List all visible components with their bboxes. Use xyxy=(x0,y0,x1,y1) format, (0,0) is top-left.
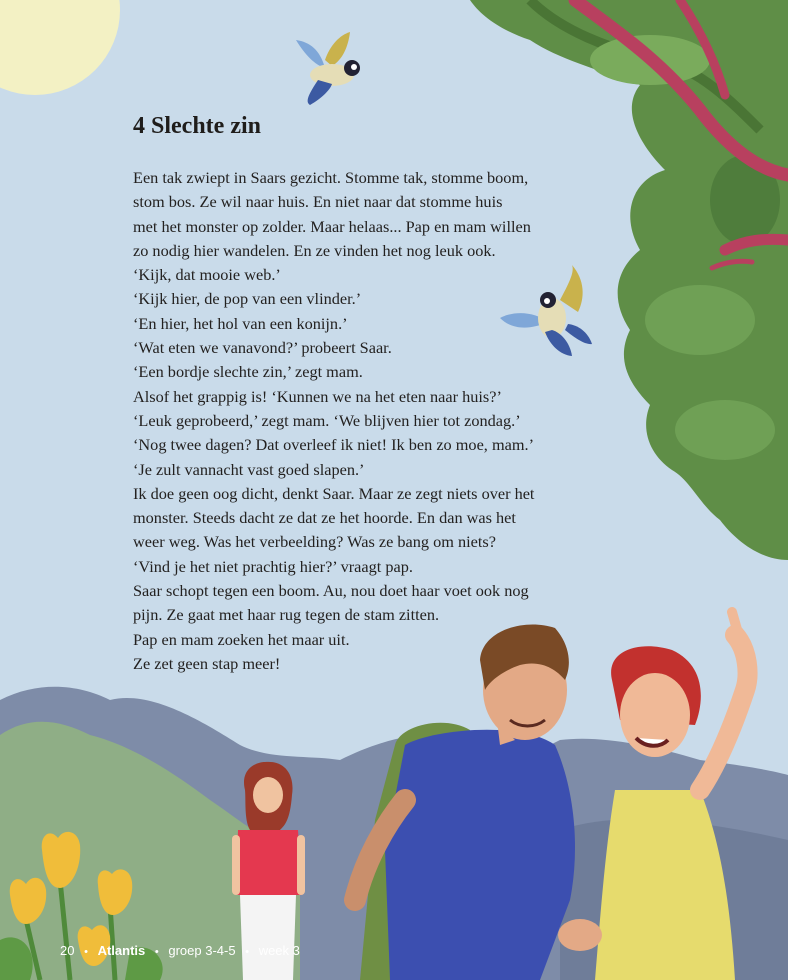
story-line: ‘Je zult vannacht vast goed slapen.’ xyxy=(133,459,365,479)
chapter-title: 4 Slechte zin xyxy=(133,113,261,139)
bird-icon xyxy=(296,32,360,105)
story-line: monster. Steeds dacht ze dat ze het hoorde. En dan was het xyxy=(133,508,516,528)
publication-name: Atlantis xyxy=(97,943,146,958)
footer-separator: • xyxy=(154,946,159,958)
footer-separator: • xyxy=(84,946,88,958)
story-line: stom bos. Ze wil naar huis. En niet naar dat stomme huis xyxy=(133,192,503,212)
story-line: weer weg. Was het verbeelding? Was ze bang om niets? xyxy=(133,532,496,552)
page-number: 20 xyxy=(60,943,75,958)
story-line: pijn. Ze gaat met haar rug tegen de stam zitten. xyxy=(133,605,440,625)
story-line: Een tak zwiept in Saars gezicht. Stomme tak, stomme boom, xyxy=(133,168,529,187)
week-label: week 3 xyxy=(258,943,300,958)
footer-separator: • xyxy=(245,946,250,958)
page-footer xyxy=(60,943,300,958)
story-line: Saar schopt tegen een boom. Au, nou doet haar voet ook nog xyxy=(133,581,529,601)
story-line: ‘Nog twee dagen? Dat overleef ik niet! Ik ben zo moe, mam.’ xyxy=(133,435,534,455)
story-line: Alsof het grappig is! ‘Kunnen we na het eten naar huis?’ xyxy=(133,386,502,406)
story-line: Ze zet geen stap meer! xyxy=(133,653,281,673)
story-line: Ik doe geen oog dicht, denkt Saar. Maar ze zegt niets over het xyxy=(133,483,535,503)
story-text xyxy=(133,166,603,676)
story-line: ‘Kijk, dat mooie web.’ xyxy=(133,265,281,285)
story-line: ‘Kijk hier, de pop van een vlinder.’ xyxy=(133,289,362,309)
sun-icon xyxy=(0,0,120,95)
grade-label: groep 3-4-5 xyxy=(168,943,236,958)
story-line: ‘Een bordje slechte zin,’ zegt mam. xyxy=(133,362,363,382)
father-figure xyxy=(355,625,575,980)
story-line: met het monster op zolder. Maar helaas... Pap en mam willen xyxy=(133,216,531,236)
story-line: zo nodig hier wandelen. En ze vinden het nog leuk ook. xyxy=(133,240,496,260)
story-line: ‘En hier, het hol van een konijn.’ xyxy=(133,313,348,333)
story-line: ‘Wat eten we vanavond?’ probeert Saar. xyxy=(133,338,392,358)
story-line: ‘Leuk geprobeerd,’ zegt mam. ‘We blijven hier tot zondag.’ xyxy=(133,410,521,430)
story-line: Pap en mam zoeken het maar uit. xyxy=(133,629,350,649)
story-line: ‘Vind je het niet prachtig hier?’ vraagt pap. xyxy=(133,556,413,576)
